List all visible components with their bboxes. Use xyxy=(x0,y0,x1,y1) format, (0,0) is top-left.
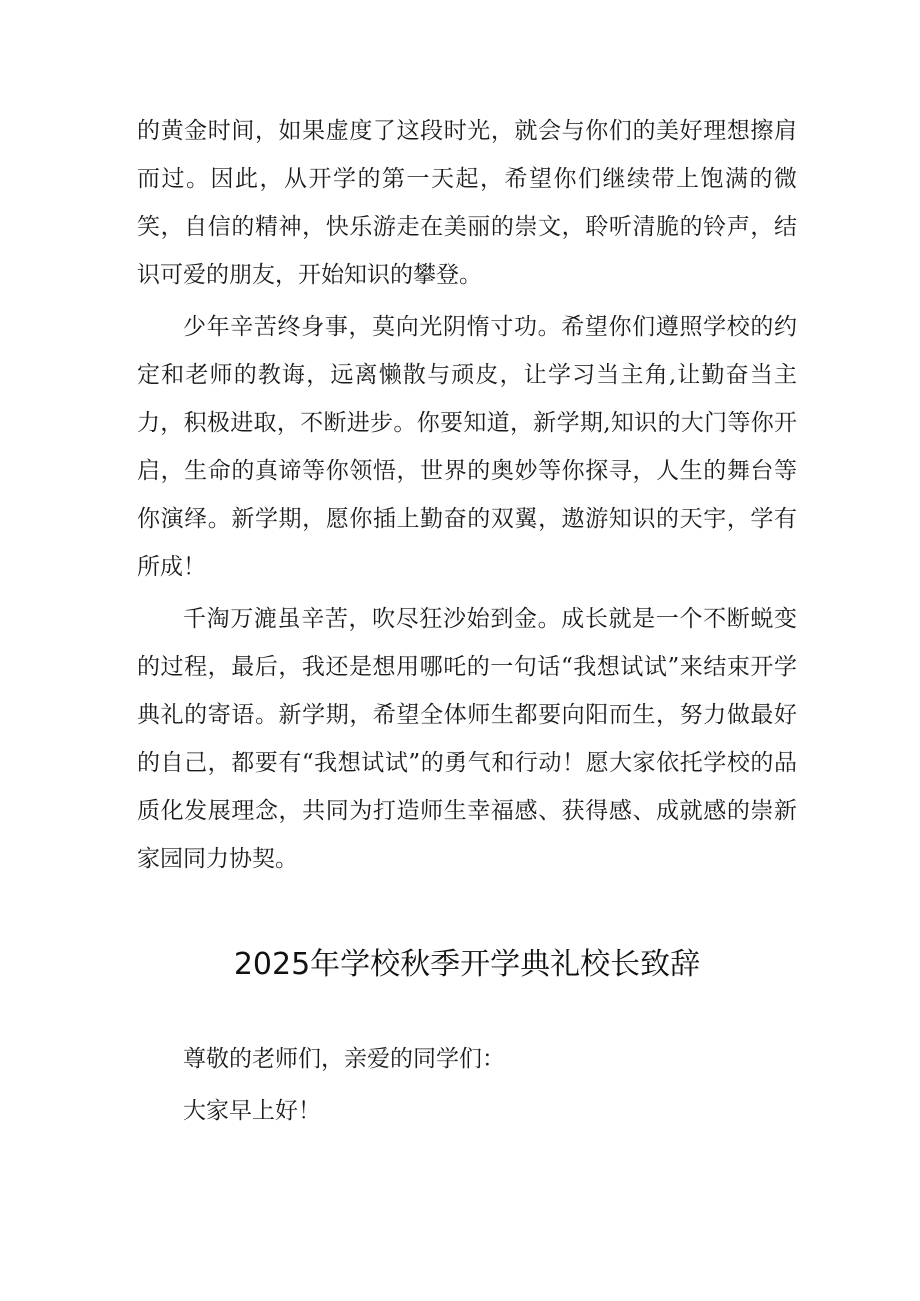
greeting-line: 大家早上好！ xyxy=(183,1098,321,1124)
body-text xyxy=(137,107,797,887)
speech-title: 2025年学校秋季开学典礼校长致辞 xyxy=(233,947,701,982)
paragraph-closing: 千淘万漉虽辛苦，吹尽狂沙始到金。成长就是一个不断蜕变的过程，最后，我还是想用哪吒的一句话“我想试试”来结束开学典礼的寄语。新学期，希望全体师生都要向阳而生，努力做最好的自己，都要有“我想试试”的勇气和行动！愿大家依托学校的品质化发展理念，共同为打造师生幸福感、获得感、成就感的崇新家园同力协契。 xyxy=(137,606,797,872)
paragraph-diligence: 少年辛苦终身事，莫向光阴惰寸功。希望你们遵照学校的约定和老师的教诲，远离懒散与顽皮，让学习当主角,让勤奋当主力，积极进取，不断进步。你要知道，新学期,知识的大门等你开启，生命的真谛等你领悟，世界的奥妙等你探寻，人生的舞台等你演绎。新学期，愿你插上勤奋的双翼，遨游知识的天宇，学有所成！ xyxy=(137,314,797,580)
speech-opening xyxy=(137,1035,797,1139)
paragraph-continuation: 的黄金时间，如果虚度了这段时光，就会与你们的美好理想擦肩而过。因此，从开学的第一天起，希望你们继续带上饱满的微笑，自信的精神，快乐游走在美丽的崇文，聆听清脆的铃声，结识可爱的朋友，开始知识的攀登。 xyxy=(137,118,797,288)
salutation: 尊敬的老师们，亲爱的同学们： xyxy=(183,1046,505,1072)
